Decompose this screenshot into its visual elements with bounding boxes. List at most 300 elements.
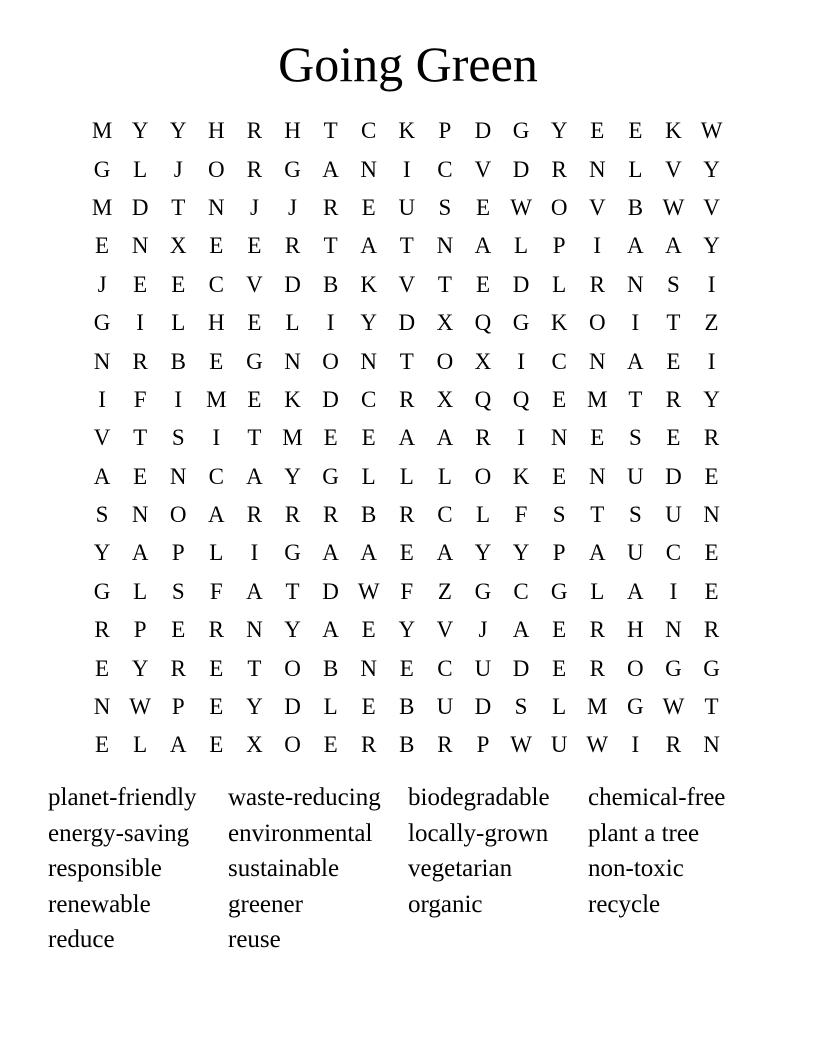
grid-letter: R (399, 502, 415, 528)
grid-letter: P (552, 233, 566, 259)
grid-letter: E (209, 732, 224, 758)
grid-letter: T (590, 502, 605, 528)
grid-letter: E (361, 694, 376, 720)
grid-letter: D (474, 118, 492, 144)
grid-letter: Q (474, 310, 492, 336)
word-bank-item: reuse (228, 926, 281, 954)
grid-letter: N (703, 732, 720, 758)
grid-letter: I (136, 310, 144, 336)
grid-letter: R (94, 617, 110, 643)
grid-letter: W (129, 694, 151, 720)
grid-letter: E (552, 386, 567, 412)
grid-letter: A (322, 156, 339, 182)
grid-letter: E (133, 271, 148, 297)
grid-letter: Q (474, 386, 492, 412)
grid-letter: A (474, 233, 492, 259)
grid-letter: R (246, 118, 263, 144)
grid-letter: G (512, 310, 530, 336)
grid-letter: N (93, 694, 111, 720)
grid-letter: G (550, 578, 568, 604)
grid-letter: L (552, 694, 567, 720)
grid-letter: V (398, 271, 416, 297)
grid-letter: A (627, 348, 644, 374)
grid-letter: D (512, 271, 530, 297)
grid-letter: R (284, 233, 301, 259)
grid-letter: K (665, 118, 682, 144)
grid-letter: T (666, 310, 681, 336)
grid-letter: R (322, 502, 339, 528)
grid-letter: A (246, 578, 263, 604)
grid-letter: F (209, 578, 223, 604)
grid-letter: L (209, 540, 224, 566)
grid-letter: E (95, 732, 110, 758)
grid-letter: L (323, 694, 338, 720)
grid-letter: V (436, 617, 454, 643)
grid-letter: A (169, 732, 187, 758)
grid-letter: L (133, 578, 148, 604)
grid-letter: S (171, 578, 185, 604)
grid-letter: C (361, 386, 377, 412)
grid-letter: K (284, 386, 301, 412)
grid-letter: A (627, 578, 644, 604)
grid-letter: C (665, 540, 682, 566)
grid-letter: I (250, 540, 259, 566)
grid-letter: E (475, 194, 491, 220)
grid-row (83, 688, 731, 726)
grid-letter: T (247, 655, 262, 681)
word-bank-item: responsible (48, 855, 162, 883)
grid-letter: T (399, 233, 414, 259)
grid-letter: N (588, 463, 606, 489)
grid-letter: L (475, 502, 491, 528)
grid-letter: A (360, 233, 378, 259)
grid-letter: B (399, 732, 415, 758)
grid-letter: I (517, 425, 525, 451)
grid-letter: N (360, 156, 378, 182)
word-bank-item: biodegradable (408, 784, 550, 811)
grid-letter: Y (284, 463, 301, 489)
grid-letter: O (208, 156, 225, 182)
grid-letter: B (170, 348, 186, 374)
grid-letter: J (249, 194, 259, 220)
grid-letter: N (588, 348, 606, 374)
grid-letter: E (361, 425, 376, 451)
grid-letter: E (247, 386, 262, 412)
grid-letter: N (627, 271, 644, 297)
grid-letter: D (512, 655, 530, 681)
grid-letter: Y (131, 118, 149, 144)
word-bank-item: chemical-free (588, 784, 726, 811)
grid-letter: U (550, 732, 568, 758)
grid-letter: V (246, 271, 263, 297)
grid-letter: O (588, 310, 606, 336)
grid-letter: R (703, 617, 720, 643)
grid-letter: R (399, 386, 415, 412)
grid-letter: E (475, 271, 491, 297)
grid-letter: E (95, 655, 110, 681)
grid-letter: A (398, 425, 416, 451)
grid-letter: E (552, 655, 567, 681)
grid-letter: T (628, 386, 643, 412)
grid-letter: A (360, 540, 378, 566)
grid-letter: O (284, 655, 301, 681)
grid-letter: G (284, 540, 301, 566)
grid-letter: L (133, 156, 148, 182)
grid-letter: P (171, 540, 185, 566)
grid-letter: B (627, 194, 644, 220)
grid-letter: C (208, 463, 224, 489)
grid-letter: L (285, 310, 300, 336)
grid-letter: V (474, 156, 492, 182)
grid-letter: T (247, 425, 262, 451)
word-bank-item: reduce (48, 926, 115, 954)
grid-row (83, 611, 731, 649)
grid-letter: P (438, 118, 452, 144)
grid-letter: J (288, 194, 297, 220)
grid-letter: K (512, 463, 530, 489)
grid-letter: Y (131, 655, 149, 681)
grid-letter: Y (398, 617, 416, 643)
grid-letter: L (514, 233, 529, 259)
grid-letter: H (627, 617, 644, 643)
grid-letter: N (703, 502, 720, 528)
grid-letter: O (627, 655, 644, 681)
grid-letter: E (590, 118, 605, 144)
grid-letter: Y (284, 617, 301, 643)
grid-letter: W (510, 194, 532, 220)
grid-letter: O (322, 348, 339, 374)
grid-letter: Y (703, 233, 720, 259)
grid-letter: M (282, 425, 303, 451)
grid-letter: R (208, 617, 224, 643)
grid-letter: E (704, 578, 719, 604)
grid-letter: R (589, 271, 605, 297)
grid-letter: E (209, 348, 224, 374)
grid-letter: J (97, 271, 107, 297)
grid-row (83, 112, 731, 150)
grid-letter: C (513, 578, 529, 604)
grid-letter: D (322, 386, 339, 412)
grid-row (83, 726, 731, 764)
grid-letter: O (169, 502, 187, 528)
grid-letter: D (284, 271, 301, 297)
word-bank-item: vegetarian (408, 855, 513, 883)
grid-row (83, 419, 731, 457)
grid-letter: Y (474, 540, 492, 566)
grid-letter: E (628, 118, 643, 144)
grid-letter: F (400, 578, 414, 604)
grid-letter: G (665, 655, 682, 681)
grid-letter: X (169, 233, 187, 259)
word-bank-item: planet-friendly (48, 784, 197, 811)
grid-letter: A (246, 463, 263, 489)
grid-letter: A (588, 540, 606, 566)
grid-letter: E (399, 540, 414, 566)
grid-letter: H (208, 118, 225, 144)
grid-letter: N (208, 194, 225, 220)
grid-letter: G (246, 348, 263, 374)
grid-letter: A (512, 617, 530, 643)
grid-letter: E (247, 233, 262, 259)
grid-letter: M (206, 386, 227, 412)
grid-letter: I (98, 386, 106, 412)
grid-letter: C (437, 156, 453, 182)
grid-row (83, 266, 731, 304)
grid-letter: E (552, 617, 567, 643)
grid-letter: U (627, 540, 644, 566)
grid-letter: W (700, 118, 723, 144)
word-bank-item: organic (408, 890, 483, 918)
page-title: Going Green (278, 36, 538, 92)
grid-letter: F (133, 386, 147, 412)
grid-letter: P (171, 694, 185, 720)
grid-letter: N (131, 502, 149, 528)
grid-letter: V (588, 194, 606, 220)
grid-letter: G (474, 578, 492, 604)
grid-row (83, 342, 731, 380)
letter-grid (83, 112, 731, 765)
grid-letter: R (475, 425, 491, 451)
grid-letter: S (514, 694, 528, 720)
grid-letter: G (93, 578, 111, 604)
grid-letter: I (212, 425, 221, 451)
grid-letter: K (398, 118, 416, 144)
grid-letter: U (627, 463, 644, 489)
grid-letter: J (173, 156, 183, 182)
grid-letter: N (436, 233, 454, 259)
grid-letter: O (436, 348, 454, 374)
grid-letter: B (322, 271, 339, 297)
grid-letter: E (704, 540, 719, 566)
grid-letter: E (209, 694, 224, 720)
grid-letter: R (246, 156, 263, 182)
grid-letter: P (476, 732, 490, 758)
grid-letter: E (399, 655, 414, 681)
grid-letter: S (628, 502, 642, 528)
word-bank (48, 780, 768, 958)
grid-letter: C (208, 271, 224, 297)
grid-letter: A (208, 502, 225, 528)
grid-letter: N (169, 463, 187, 489)
grid-letter: E (171, 617, 186, 643)
grid-letter: R (322, 194, 339, 220)
grid-letter: W (662, 694, 685, 720)
grid-letter: U (665, 502, 682, 528)
word-bank-item: greener (228, 890, 303, 918)
grid-letter: N (588, 156, 606, 182)
grid-letter: I (669, 578, 678, 604)
grid-letter: A (93, 463, 111, 489)
grid-letter: E (323, 425, 338, 451)
grid-letter: C (437, 655, 453, 681)
grid-letter: R (132, 348, 148, 374)
grid-letter: H (284, 118, 301, 144)
grid-letter: I (174, 386, 183, 412)
grid-letter: R (589, 617, 605, 643)
grid-letter: K (550, 310, 568, 336)
grid-letter: E (95, 233, 110, 259)
grid-letter: Y (703, 156, 720, 182)
grid-letter: S (438, 194, 452, 220)
grid-letter: Z (704, 310, 719, 336)
grid-letter: P (133, 617, 147, 643)
grid-letter: T (285, 578, 300, 604)
grid-letter: U (474, 655, 492, 681)
grid-letter: R (703, 425, 720, 451)
grid-letter: I (517, 348, 525, 374)
grid-letter: R (665, 732, 682, 758)
grid-letter: N (360, 655, 378, 681)
grid-letter: E (361, 617, 376, 643)
grid-letter: W (510, 732, 532, 758)
grid-letter: L (133, 732, 148, 758)
grid-letter: M (587, 694, 608, 720)
grid-letter: E (552, 463, 567, 489)
grid-letter: L (437, 463, 452, 489)
word-bank-item: waste-reducing (228, 784, 381, 811)
grid-letter: C (437, 502, 453, 528)
grid-letter: A (322, 540, 339, 566)
grid-letter: Q (512, 386, 530, 412)
grid-letter: B (399, 694, 415, 720)
grid-letter: W (662, 194, 685, 220)
grid-row (83, 189, 731, 227)
grid-letter: X (436, 386, 454, 412)
grid-letter: A (131, 540, 149, 566)
grid-letter: W (357, 578, 380, 604)
grid-letter: K (360, 271, 378, 297)
grid-letter: T (133, 425, 148, 451)
grid-letter: R (170, 655, 186, 681)
grid-letter: D (398, 310, 416, 336)
grid-letter: P (552, 540, 566, 566)
grid-letter: N (550, 425, 568, 451)
grid-letter: R (361, 732, 377, 758)
grid-letter: S (95, 502, 109, 528)
grid-letter: E (209, 655, 224, 681)
grid-letter: B (322, 655, 339, 681)
grid-letter: Y (512, 540, 530, 566)
grid-letter: N (360, 348, 378, 374)
grid-letter: L (590, 578, 605, 604)
grid-letter: A (665, 233, 682, 259)
grid-letter: E (209, 233, 224, 259)
grid-letter: E (133, 463, 148, 489)
grid-letter: R (589, 655, 605, 681)
grid-letter: A (436, 425, 454, 451)
grid-letter: B (361, 502, 377, 528)
grid-letter: C (361, 118, 377, 144)
grid-letter: N (131, 233, 149, 259)
grid-letter: T (323, 118, 338, 144)
grid-letter: G (284, 156, 301, 182)
grid-letter: X (246, 732, 263, 758)
grid-row (83, 458, 731, 496)
grid-letter: I (707, 348, 716, 374)
grid-letter: G (703, 655, 720, 681)
word-bank-item: plant a tree (588, 819, 700, 847)
grid-letter: G (322, 463, 339, 489)
grid-letter: E (666, 348, 681, 374)
grid-row (83, 150, 731, 188)
grid-letter: S (171, 425, 185, 451)
grid-letter: N (284, 348, 301, 374)
grid-letter: E (704, 463, 719, 489)
word-bank-item: recycle (588, 890, 661, 918)
grid-letter: X (474, 348, 492, 374)
grid-letter: F (514, 502, 528, 528)
grid-letter: D (665, 463, 682, 489)
grid-letter: J (478, 617, 488, 643)
grid-letter: I (707, 271, 716, 297)
grid-letter: E (666, 425, 681, 451)
grid-letter: R (551, 156, 567, 182)
word-bank-item: energy-saving (48, 819, 190, 847)
grid-letter: Y (360, 310, 378, 336)
grid-letter: I (402, 156, 411, 182)
grid-letter: M (587, 386, 608, 412)
grid-letter: S (552, 502, 566, 528)
grid-letter: Y (703, 386, 720, 412)
grid-letter: E (361, 194, 376, 220)
grid-letter: N (246, 617, 263, 643)
grid-letter: U (398, 194, 416, 220)
word-bank-item: sustainable (228, 855, 340, 883)
grid-letter: T (171, 194, 186, 220)
word-bank-item: renewable (48, 890, 151, 918)
grid-letter: V (703, 194, 720, 220)
grid-row (83, 381, 731, 419)
word-bank-item: non-toxic (588, 855, 684, 883)
grid-row (83, 304, 731, 342)
grid-letter: E (171, 271, 186, 297)
word-bank-item: environmental (228, 819, 373, 847)
grid-letter: E (247, 310, 262, 336)
grid-letter: A (322, 617, 339, 643)
grid-letter: T (399, 348, 414, 374)
grid-letter: S (628, 425, 642, 451)
grid-letter: O (550, 194, 568, 220)
grid-letter: A (627, 233, 644, 259)
grid-letter: G (93, 156, 111, 182)
grid-letter: D (284, 694, 301, 720)
grid-letter: I (631, 732, 640, 758)
grid-letter: E (323, 732, 338, 758)
grid-letter: Z (437, 578, 452, 604)
grid-letter: O (474, 463, 492, 489)
grid-letter: D (322, 578, 339, 604)
grid-letter: L (361, 463, 376, 489)
grid-letter: L (171, 310, 186, 336)
grid-letter: R (665, 386, 682, 412)
grid-letter: R (246, 502, 263, 528)
grid-letter: M (91, 118, 113, 144)
grid-letter: T (437, 271, 452, 297)
grid-letter: G (512, 118, 530, 144)
grid-letter: E (590, 425, 605, 451)
grid-letter: T (704, 694, 719, 720)
grid-letter: L (552, 271, 567, 297)
grid-letter: Y (550, 118, 568, 144)
grid-letter: C (551, 348, 567, 374)
grid-letter: X (436, 310, 454, 336)
grid-letter: D (512, 156, 530, 182)
grid-row (83, 534, 731, 572)
word-bank-item: locally-grown (408, 819, 549, 847)
grid-letter: Y (93, 540, 111, 566)
grid-letter: M (91, 194, 113, 220)
grid-row (83, 649, 731, 687)
